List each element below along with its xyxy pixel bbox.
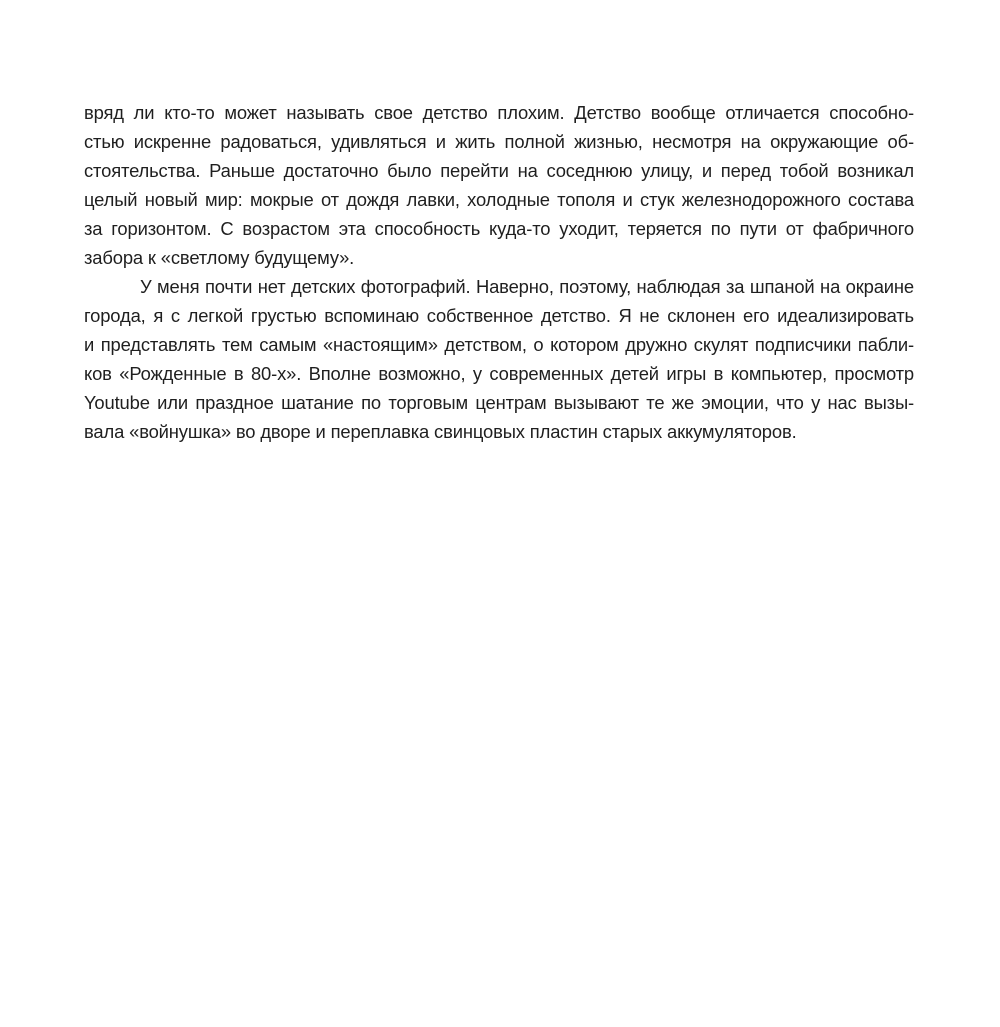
text-line: ков «Рожденные в 80-х». Вполне возможно, у современных детей игры в компьютер, просмотр bbox=[84, 363, 914, 384]
text-line: стью искренне радоваться, удивляться и жить полной жизнью, несмотря на окружающие об- bbox=[84, 131, 914, 152]
text-line: вала «войнушка» во дворе и переплавка свинцовых пластин старых аккумуляторов. bbox=[84, 421, 797, 442]
text-line: и представлять тем самым «настоящим» детством, о котором дружно скулят подписчики пабли- bbox=[84, 334, 914, 355]
paragraph-2 bbox=[84, 272, 914, 446]
text-line: стоятельства. Раньше достаточно было перейти на соседнюю улицу, и перед тобой возникал bbox=[84, 160, 914, 181]
text-line: за горизонтом. С возрастом эта способность куда-то уходит, теряется по пути от фабричного bbox=[84, 218, 914, 239]
paragraph-1 bbox=[84, 98, 914, 272]
text-line: Youtube или праздное шатание по торговым центрам вызывают те же эмоции, что у нас вызы- bbox=[84, 392, 914, 413]
body-text bbox=[84, 98, 914, 446]
text-line: города, я с легкой грустью вспоминаю собственное детство. Я не склонен его идеализировать bbox=[84, 305, 914, 326]
text-line: забора к «светлому будущему». bbox=[84, 247, 355, 268]
text-line: вряд ли кто-то может называть свое детство плохим. Детство вообще отличается способно- bbox=[84, 102, 914, 123]
text-line: целый новый мир: мокрые от дождя лавки, холодные тополя и стук железнодорожного состава bbox=[84, 189, 914, 210]
text-line: У меня почти нет детских фотографий. Наверно, поэтому, наблюдая за шпаной на окраине bbox=[140, 276, 914, 297]
